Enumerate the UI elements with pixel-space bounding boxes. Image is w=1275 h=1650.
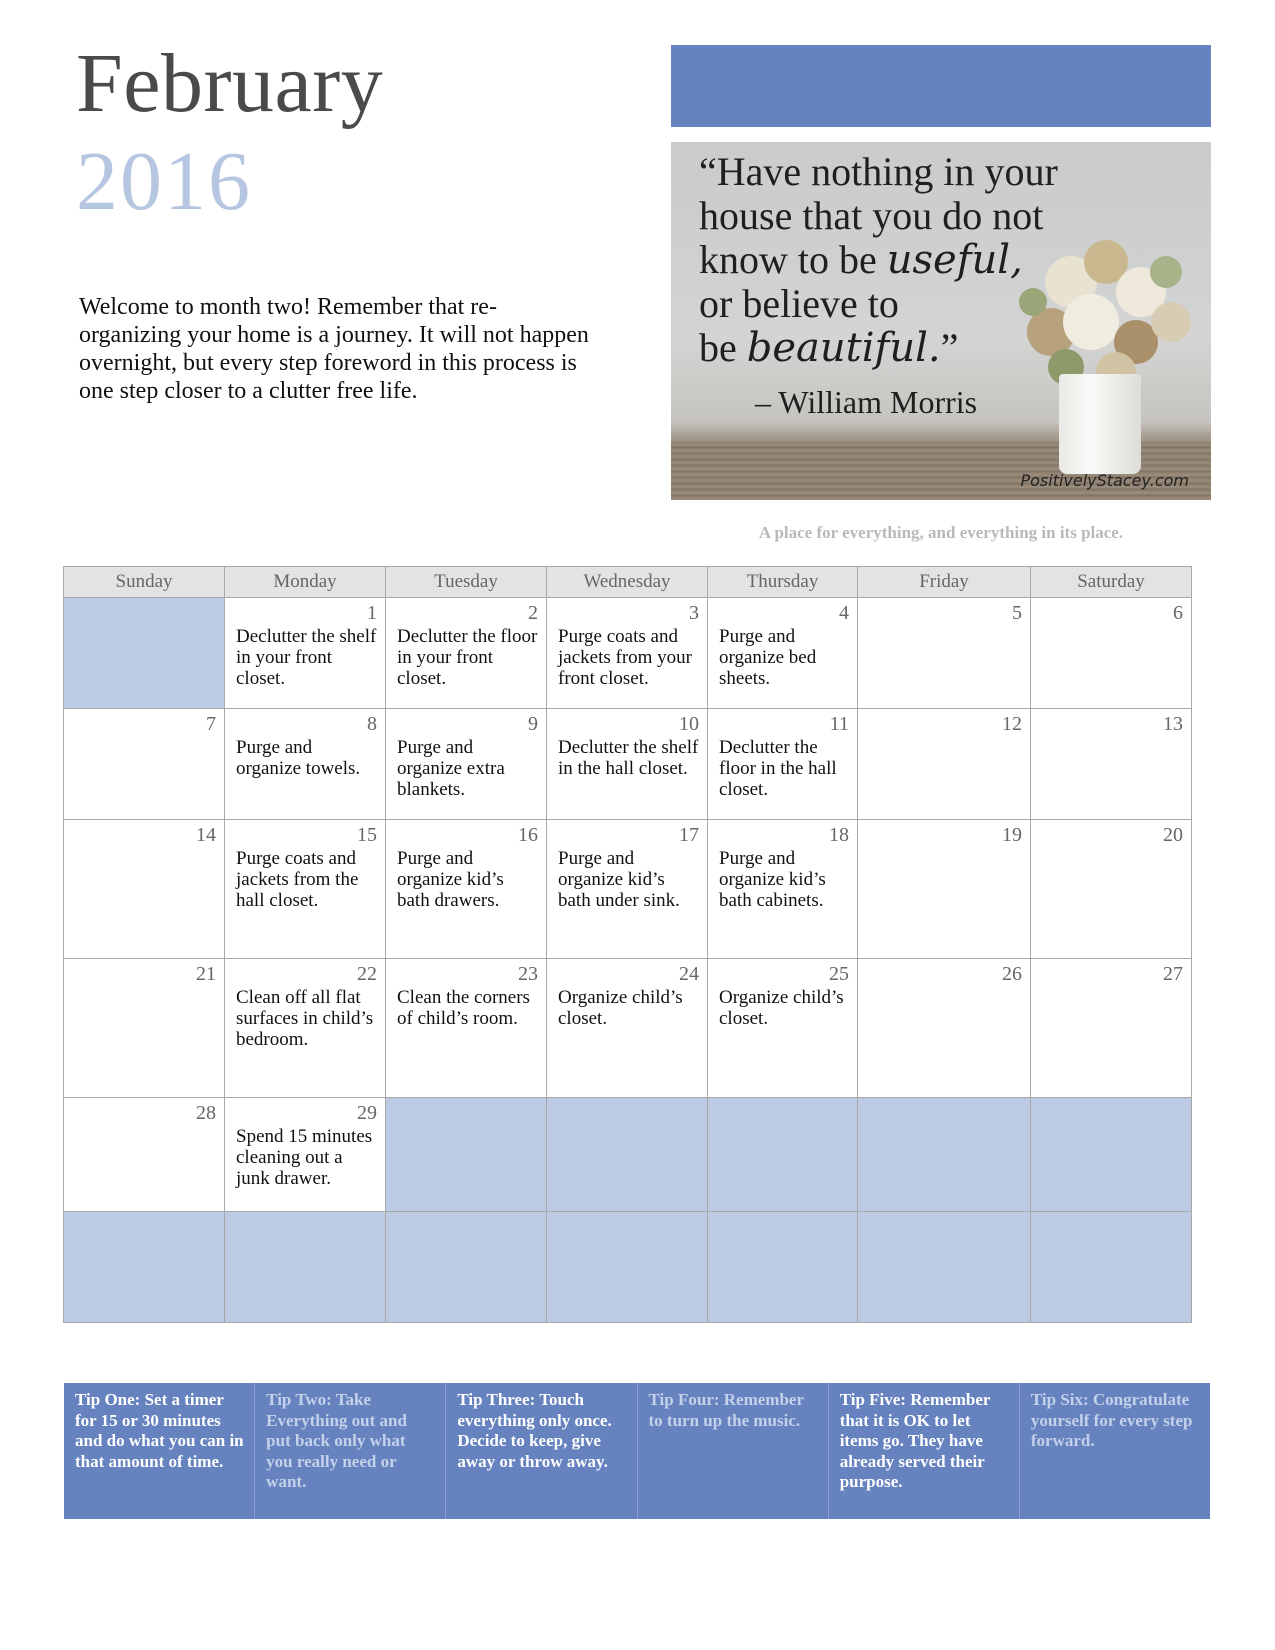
- day-number: 3: [689, 602, 699, 624]
- calendar-day-cell[interactable]: [225, 820, 386, 959]
- day-number: 21: [196, 963, 216, 985]
- quote-line: [699, 326, 1119, 370]
- day-task: Clean off all flat surfaces in child’s bedroom.: [236, 987, 374, 1050]
- day-number: 12: [1002, 713, 1022, 735]
- quote-line: “Have nothing in your: [699, 149, 1058, 194]
- calendar-day-cell[interactable]: [64, 709, 225, 820]
- calendar-day-cell[interactable]: [225, 1098, 386, 1212]
- tips-bar: [64, 1383, 1210, 1519]
- day-task: Purge coats and jackets from your front closet.: [558, 626, 693, 689]
- calendar-day-cell[interactable]: [547, 959, 708, 1098]
- calendar-day-cell[interactable]: [64, 959, 225, 1098]
- quote-line: house that you do not: [699, 193, 1044, 238]
- calendar-day-cell[interactable]: [858, 598, 1031, 709]
- weekday-header-row: [64, 567, 1192, 598]
- quote-line: [699, 238, 1119, 282]
- calendar-day-cell[interactable]: [547, 598, 708, 709]
- tagline: A place for everything, and everything in its place.: [758, 523, 1124, 542]
- day-number: 28: [196, 1102, 216, 1124]
- day-number: 15: [357, 824, 377, 846]
- weekday-header: Tuesday: [386, 567, 547, 598]
- calendar-day-cell[interactable]: [386, 959, 547, 1098]
- quote-author: – William Morris: [755, 384, 978, 420]
- calendar-empty-cell: [386, 1212, 547, 1323]
- weekday-header: Wednesday: [547, 567, 708, 598]
- calendar-day-cell[interactable]: [64, 820, 225, 959]
- day-number: 17: [679, 824, 699, 846]
- calendar-day-cell[interactable]: [386, 709, 547, 820]
- tip-box: Tip One: Set a timer for 15 or 30 minutes and do what you can in that amount of time.: [64, 1383, 255, 1519]
- day-number: 6: [1173, 602, 1183, 624]
- day-task: Purge and organize kid’s bath under sink.: [558, 848, 680, 911]
- tip-box: Tip Two: Take Everything out and put back only what you really need or want.: [255, 1383, 446, 1519]
- calendar-empty-cell: [547, 1212, 708, 1323]
- day-number: 19: [1002, 824, 1022, 846]
- day-number: 1: [367, 602, 377, 624]
- calendar-empty-cell: [858, 1212, 1031, 1323]
- day-task: Purge coats and jackets from the hall closet.: [236, 848, 359, 911]
- day-number: 29: [357, 1102, 377, 1124]
- tip-box: Tip Three: Touch everything only once. Decide to keep, give away or throw away.: [446, 1383, 637, 1519]
- day-number: 14: [196, 824, 216, 846]
- day-number: 7: [206, 713, 216, 735]
- calendar-week-row: [64, 1212, 1192, 1323]
- quote-fragment: be: [699, 325, 747, 370]
- calendar-day-cell[interactable]: [225, 709, 386, 820]
- day-number: 9: [528, 713, 538, 735]
- calendar-week-row: [64, 709, 1192, 820]
- quote-emphasis: beautiful.: [746, 325, 941, 371]
- calendar-day-cell[interactable]: [547, 820, 708, 959]
- weekday-header: Friday: [858, 567, 1031, 598]
- calendar-day-cell[interactable]: [547, 709, 708, 820]
- quote-fragment: know to be: [699, 237, 887, 282]
- quote-line: or believe to: [699, 281, 899, 326]
- day-number: 4: [839, 602, 849, 624]
- calendar-day-cell[interactable]: [708, 598, 858, 709]
- day-number: 22: [357, 963, 377, 985]
- calendar-empty-cell: [386, 1098, 547, 1212]
- calendar-day-cell[interactable]: [225, 959, 386, 1098]
- day-number: 2: [528, 602, 538, 624]
- calendar-grid: [63, 566, 1192, 1323]
- calendar-day-cell[interactable]: [386, 820, 547, 959]
- intro-paragraph: Welcome to month two! Remember that re-organizing your home is a journey. It will not happen overnight, but every step foreword in this process is one step closer to a clutter free life.: [79, 294, 589, 404]
- day-task: Purge and organize kid’s bath cabinets.: [719, 848, 826, 911]
- quote-text: [699, 150, 1119, 370]
- tip-box: Tip Five: Remember that it is OK to let items go. They have already served their purpose.: [829, 1383, 1020, 1519]
- day-number: 26: [1002, 963, 1022, 985]
- day-task: Purge and organize bed sheets.: [719, 626, 817, 689]
- weekday-header: Sunday: [64, 567, 225, 598]
- day-task: Declutter the shelf in your front closet.: [236, 626, 377, 689]
- calendar-empty-cell: [225, 1212, 386, 1323]
- quote-image: [671, 142, 1211, 500]
- day-task: Purge and organize towels.: [236, 737, 361, 779]
- month-title: February: [76, 37, 384, 130]
- calendar-week-row: [64, 598, 1192, 709]
- accent-banner: [671, 45, 1211, 127]
- calendar-day-cell[interactable]: [858, 709, 1031, 820]
- quote-emphasis: useful,: [886, 237, 1023, 283]
- day-number: 24: [679, 963, 699, 985]
- year-title: 2016: [76, 135, 252, 228]
- weekday-header: Thursday: [708, 567, 858, 598]
- site-watermark: PositivelyStacey.com: [1020, 471, 1189, 490]
- day-task: Declutter the floor in your front closet.: [397, 626, 538, 689]
- day-task: Declutter the shelf in the hall closet.: [558, 737, 699, 779]
- day-number: 10: [679, 713, 699, 735]
- calendar-day-cell[interactable]: [1031, 598, 1192, 709]
- day-task: Declutter the floor in the hall closet.: [719, 737, 837, 800]
- calendar-day-cell[interactable]: [708, 820, 858, 959]
- day-task: Purge and organize extra blankets.: [397, 737, 505, 800]
- day-number: 25: [829, 963, 849, 985]
- day-number: 23: [518, 963, 538, 985]
- day-number: 11: [829, 713, 849, 735]
- day-number: 16: [518, 824, 538, 846]
- calendar-day-cell[interactable]: [386, 598, 547, 709]
- calendar-day-cell[interactable]: [708, 709, 858, 820]
- day-number: 20: [1163, 824, 1183, 846]
- tip-box: Tip Four: Remember to turn up the music.: [638, 1383, 829, 1519]
- calendar-day-cell[interactable]: [1031, 709, 1192, 820]
- calendar-empty-cell: [547, 1098, 708, 1212]
- tip-box: Tip Six: Congratulate yourself for every step forward.: [1030, 1390, 1193, 1450]
- day-number: 5: [1012, 602, 1022, 624]
- calendar-day-cell[interactable]: [858, 959, 1031, 1098]
- calendar-week-row: [64, 1098, 1192, 1212]
- day-task: Purge and organize kid’s bath drawers.: [397, 848, 504, 911]
- day-task: Organize child’s closet.: [558, 987, 683, 1029]
- day-task: Clean the corners of child’s room.: [397, 987, 530, 1029]
- calendar-body: [64, 598, 1192, 1323]
- calendar-week-row: [64, 820, 1192, 959]
- calendar-day-cell[interactable]: [708, 959, 858, 1098]
- day-number: 8: [367, 713, 377, 735]
- calendar-day-cell[interactable]: [858, 820, 1031, 959]
- calendar-empty-cell: [1031, 1212, 1192, 1323]
- weekday-header: Monday: [225, 567, 386, 598]
- white-vase: [1059, 374, 1141, 474]
- calendar-empty-cell: [858, 1098, 1031, 1212]
- calendar-empty-cell: [1031, 1098, 1192, 1212]
- day-task: Spend 15 minutes cleaning out a junk drawer.: [236, 1126, 373, 1189]
- calendar-empty-cell: [708, 1098, 858, 1212]
- day-number: 27: [1163, 963, 1183, 985]
- calendar-day-cell[interactable]: [64, 1098, 225, 1212]
- day-number: 13: [1163, 713, 1183, 735]
- calendar-day-cell[interactable]: [1031, 959, 1192, 1098]
- calendar-day-cell[interactable]: [1031, 820, 1192, 959]
- calendar-week-row: [64, 959, 1192, 1098]
- calendar-empty-cell: [64, 598, 225, 709]
- calendar-empty-cell: [64, 1212, 225, 1323]
- weekday-header: Saturday: [1031, 567, 1192, 598]
- calendar-empty-cell: [708, 1212, 858, 1323]
- calendar-day-cell[interactable]: [225, 598, 386, 709]
- day-number: 18: [829, 824, 849, 846]
- day-task: Organize child’s closet.: [719, 987, 844, 1029]
- quote-fragment: ”: [940, 325, 959, 370]
